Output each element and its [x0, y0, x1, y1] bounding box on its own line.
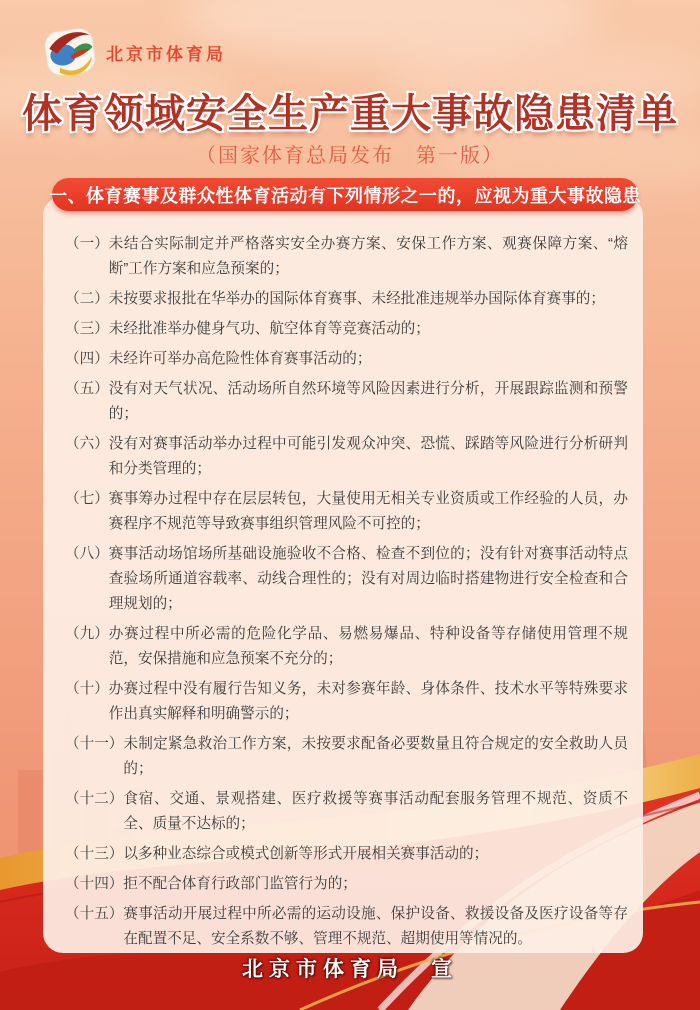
list-item [65, 787, 628, 837]
hazard-list [65, 232, 628, 952]
list-item [65, 622, 628, 672]
item-text: 食宿、交通、景观搭建、医疗救援等赛事活动配套服务管理不规范、资质不全、质量不达标的； [123, 791, 628, 832]
item-number: （十二） [65, 791, 124, 807]
item-number: （一） [65, 236, 109, 252]
item-number: （十三） [65, 846, 124, 862]
item-text: 赛事活动场馆场所基础设施验收不合格、检查不到位的；没有针对赛事活动特点查验场所通道容载率、动线合理性的；没有对周边临时搭建物进行安全检查和合理规划的； [108, 546, 628, 612]
item-number: （二） [65, 291, 109, 307]
footer-publisher: 北京市体育局 宣 [242, 957, 458, 981]
item-text: 未经批准举办健身气功、航空体育等竞赛活动的； [108, 321, 430, 337]
content-card [43, 196, 643, 953]
item-number: （十五） [65, 906, 124, 922]
list-item [65, 542, 628, 617]
poster-subtitle: （国家体育总局发布 第一版） [196, 145, 504, 167]
brand-header [44, 26, 226, 78]
poster-title: 体育领域安全生产重大事故隐患清单 [22, 91, 678, 136]
list-item [65, 677, 628, 727]
item-text: 未制定紧急救治工作方案，未按要求配备必要数量且符合规定的安全救助人员的； [123, 736, 628, 777]
item-text: 办赛过程中所必需的危险化学品、易燃易爆品、特种设备等存储使用管理不规范，安保措施和应急预案不充分的； [108, 626, 628, 667]
section-header-bar [49, 178, 641, 211]
item-text: 办赛过程中没有履行告知义务，未对参赛年龄、身体条件、技术水平等特殊要求作出真实解释和明确警示的； [108, 681, 628, 722]
beijing-sports-bureau-logo-icon [44, 26, 96, 78]
list-item [65, 232, 628, 282]
item-number: （四） [65, 351, 109, 367]
item-number: （十） [65, 681, 109, 697]
item-text: 未按要求报批在华举办的国际体育赛事、未经批准违规举办国际体育赛事的； [108, 291, 605, 307]
item-number: （九） [65, 626, 109, 642]
list-item [65, 902, 628, 952]
item-number: （八） [65, 546, 109, 562]
item-text: 拒不配合体育行政部门监管行为的； [123, 876, 357, 892]
list-item [65, 732, 628, 782]
list-item [65, 317, 628, 342]
item-number: （六） [65, 436, 109, 452]
item-text: 赛事筹办过程中存在层层转包，大量使用无相关专业资质或工作经验的人员，办赛程序不规范等导致赛事组织管理风险不可控的； [108, 491, 628, 532]
brand-name: 北京市体育局 [106, 44, 226, 64]
list-item [65, 347, 628, 372]
item-number: （十四） [65, 876, 124, 892]
item-text: 未结合实际制定并严格落实安全办赛方案、安保工作方案、观赛保障方案、“熔断”工作方案和应急预案的； [108, 236, 628, 277]
section-header-text: 一、体育赛事及群众性体育活动有下列情形之一的，应视为重大事故隐患 [49, 185, 641, 206]
item-text: 没有对天气状况、活动场所自然环境等风险因素进行分析，开展跟踪监测和预警的； [108, 381, 628, 422]
item-number: （五） [65, 381, 109, 397]
item-number: （三） [65, 321, 109, 337]
item-text: 没有对赛事活动举办过程中可能引发观众冲突、恐慌、踩踏等风险进行分析研判和分类管理的； [108, 436, 628, 477]
list-item [65, 377, 628, 427]
item-text: 未经许可举办高危险性体育赛事活动的； [108, 351, 372, 367]
item-text: 赛事活动开展过程中所必需的运动设施、保护设备、救援设备及医疗设备等存在配置不足、安全系数不够、管理不规范、超期使用等情况的。 [123, 906, 628, 947]
item-text: 以多种业态综合或模式创新等形式开展相关赛事活动的； [123, 846, 489, 862]
item-number: （七） [65, 491, 109, 507]
list-item [65, 287, 628, 312]
item-number: （十一） [65, 736, 124, 752]
list-item [65, 487, 628, 537]
list-item [65, 872, 628, 897]
list-item [65, 842, 628, 867]
list-item [65, 432, 628, 482]
